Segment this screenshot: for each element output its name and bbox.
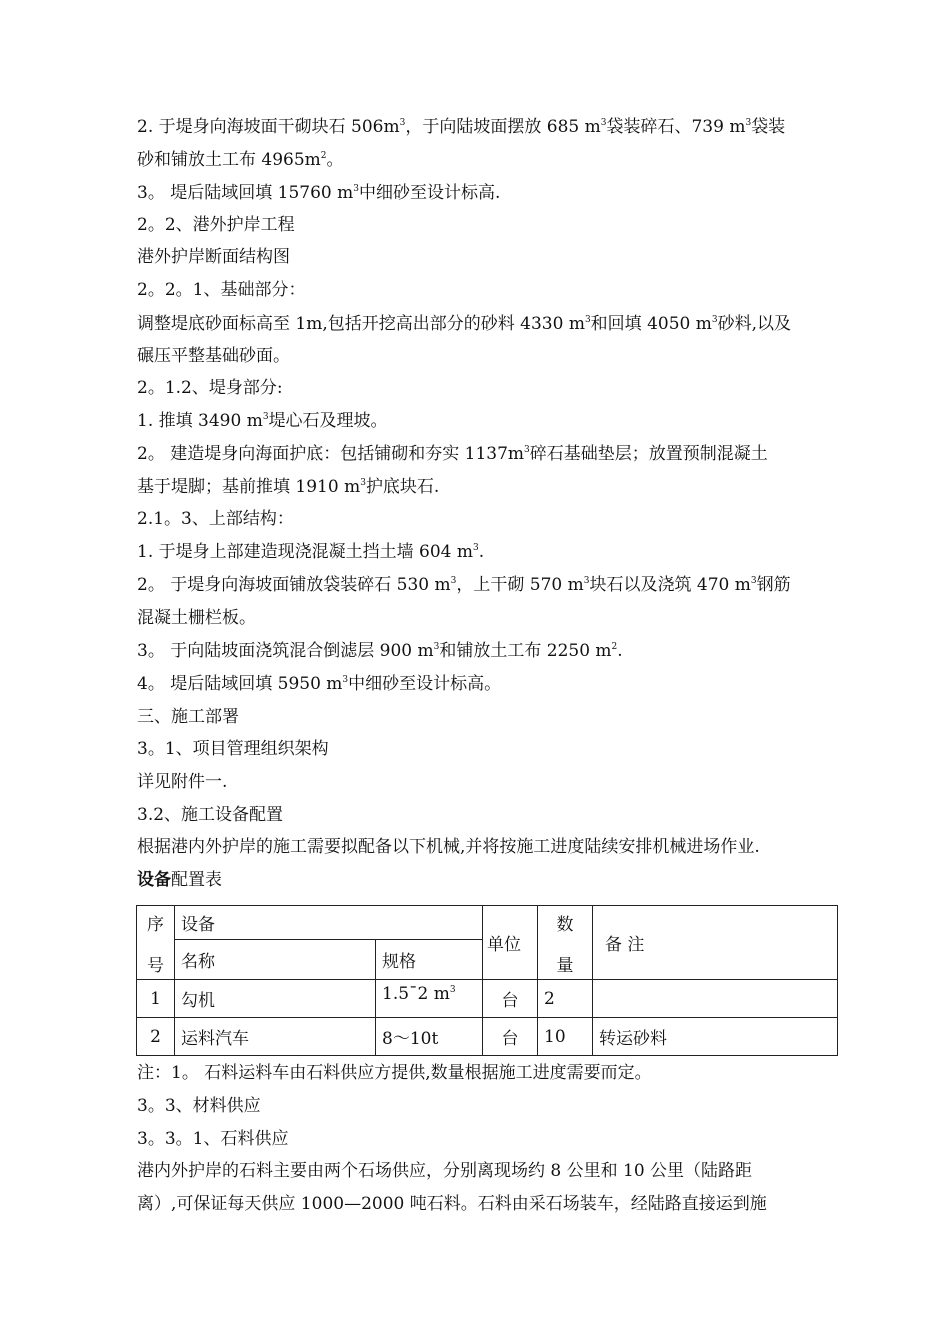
section-heading: 3。3。1、石料供应 [137,1129,289,1149]
cell-name: 运料汽车 [175,1018,376,1056]
paragraph: 3。 堤后陆域回填 15760 $m^3$中细砂至设计标高. [137,183,501,203]
figure-caption: 港外护岸断面结构图 [137,247,290,267]
section-heading: 3。1、项目管理组织架构 [137,739,329,759]
table-row [137,980,838,1018]
section-heading: 3。3、材料供应 [137,1096,261,1116]
equipment-table [136,905,838,1056]
paragraph-continuation: 离）,可保证每天供应 1000—2000 吨石料。石料由采石场装车，经陆路直接运到施 [137,1194,767,1214]
paragraph: 3。 于向陆坡面浇筑混合倒滤层 900 $m^3$和铺放土工布 2250 $m^2$. [137,641,623,661]
section-heading: 2.1。3、上部结构： [137,509,294,529]
table-header-row [137,906,838,940]
paragraph-continuation: 基于堤脚；基前推填 1910 $m^3$护底块石. [137,477,440,497]
header-remark: 备 注 [593,906,838,980]
table-row [137,1018,838,1056]
cell-name: 勾机 [175,980,376,1018]
cell-remark: 转运砂料 [593,1018,838,1056]
paragraph: 港内外护岸的石料主要由两个石场供应，分别离现场约 8 公里和 10 公里（陆路距 [137,1161,753,1181]
section-heading: 2。1.2、堤身部分: [137,378,283,398]
header-qty: 数 量 [538,906,593,980]
cell-spec: 1.5ˉ2 $m^3$ [376,980,483,1018]
header-unit: 单位 [483,906,538,980]
paragraph-continuation: 混凝土栅栏板。 [137,608,256,628]
chapter-heading: 三、施工部署 [137,707,239,727]
paragraph: 2. 于堤身向海坡面干砌块石 $506m^3$，于向陆坡面摆放 685 $m^3$袋装碎石、739 $m^3$袋装 [137,117,786,137]
header-equipment: 设备 [175,906,483,940]
cell-remark [593,980,838,1018]
paragraph: 1. 于堤身上部建造现浇混凝土挡土墙 604 $m^3$. [137,542,485,562]
section-heading: 2。2。1、基础部分： [137,280,306,300]
cell-spec: 8～10t [376,1018,483,1056]
table-note: 注：1。 石料运料车由石料供应方提供,数量根据施工进度需要而定。 [137,1063,652,1083]
header-spec: 规格 [376,940,483,980]
cell-unit: 台 [483,980,538,1018]
paragraph: 2。 建造堤身向海面护底：包括铺砌和夯实 $1137m^3$碎石基础垫层；放置预制混凝土 [137,444,768,464]
section-heading: 2。2、港外护岸工程 [137,215,295,235]
cell-seq: 2 [137,1018,175,1056]
paragraph: 根据港内外护岸的施工需要拟配备以下机械,并将按施工进度陆续安排机械进场作业. [137,837,760,857]
header-seq: 序 号 [137,906,175,980]
cell-qty: 10 [538,1018,593,1056]
paragraph: 1. 推填 3490 $m^3$堤心石及理坡。 [137,411,388,431]
cell-seq: 1 [137,980,175,1018]
header-name: 名称 [175,940,376,980]
paragraph: 详见附件一. [137,772,228,792]
paragraph: 调整堤底砂面标高至 1m,包括开挖高出部分的砂料 4330 $m^3$和回填 4050 $m^3$砂料,以及 [137,314,792,334]
paragraph-continuation: 砂和铺放土工布 $4965m^2$。 [137,150,344,170]
paragraph: 4。 堤后陆域回填 5950 $m^3$中细砂至设计标高。 [137,674,502,694]
paragraph-continuation: 碾压平整基础砂面。 [137,346,290,366]
cell-unit: 台 [483,1018,538,1056]
table-caption: 设备配置表 [137,870,222,890]
cell-qty: 2 [538,980,593,1018]
paragraph: 2。 于堤身向海坡面铺放袋装碎石 530 $m^3$，上干砌 570 $m^3$块石以及浇筑 470 $m^3$钢筋 [137,575,791,595]
section-heading: 3.2、施工设备配置 [137,805,284,825]
